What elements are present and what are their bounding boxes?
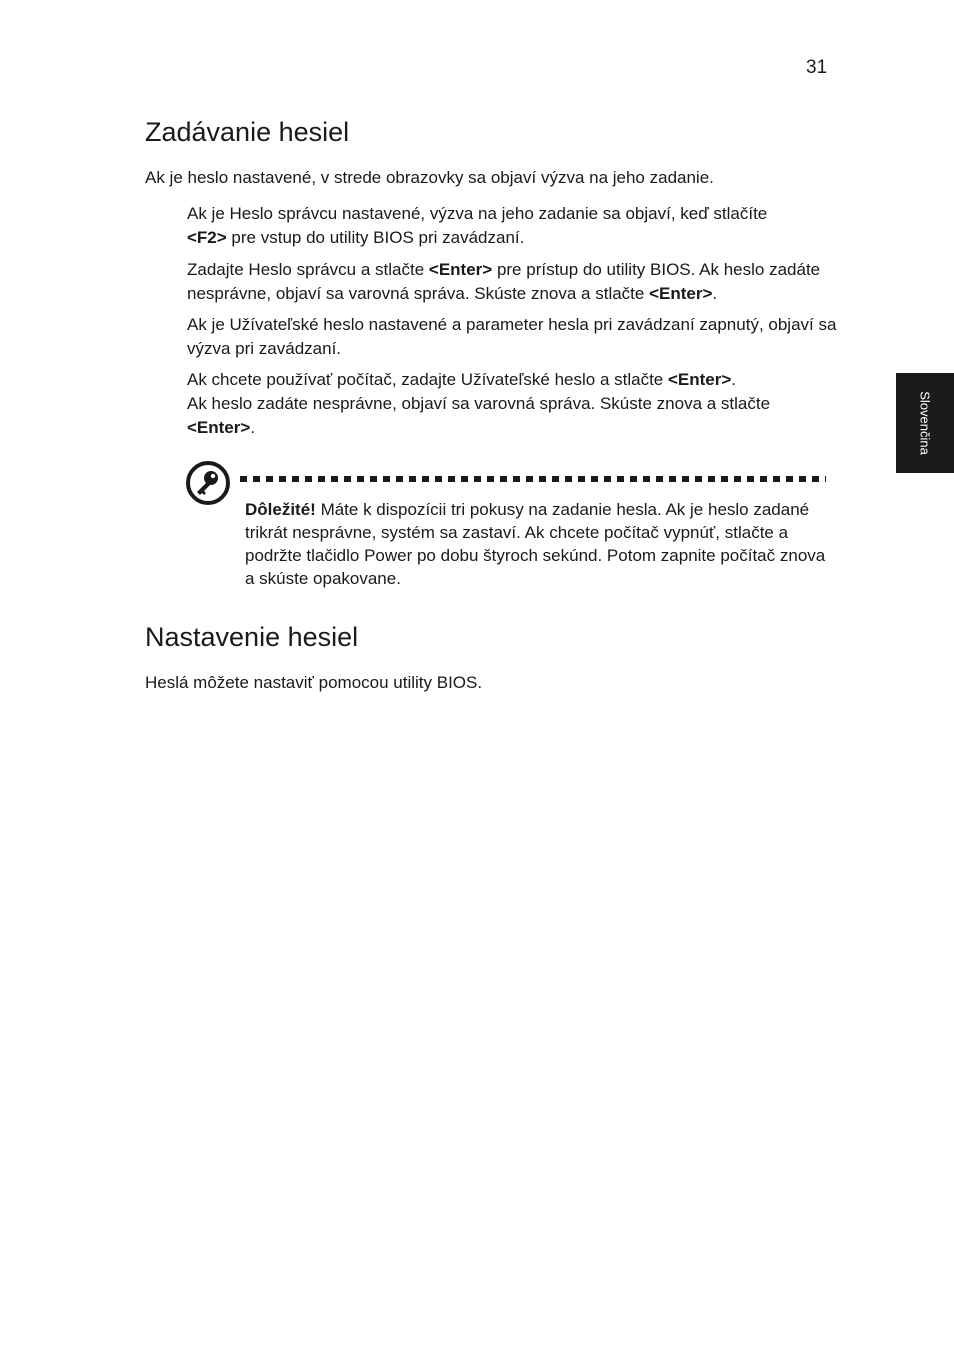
p1-line1: Ak je Heslo správcu nastavené, výzva na jeho zadanie sa objaví, keď stlačíte (187, 204, 768, 223)
p2-end: . (712, 284, 718, 303)
paragraph-supervisor-password-prompt (187, 202, 837, 250)
section1-intro: Ak je heslo nastavené, v strede obrazovky sa objaví výzva na jeho zadanie. (145, 168, 714, 187)
section-title-setting-passwords: Nastavenie hesiel (145, 622, 359, 652)
paragraph-user-password-boot (187, 313, 837, 361)
p4-end2: . (250, 418, 256, 437)
language-side-tab (896, 373, 954, 473)
p2-part1: Zadajte Heslo správcu a stlačte (187, 260, 429, 279)
note-divider (240, 476, 826, 482)
important-note (245, 498, 830, 590)
section2-intro: Heslá môžete nastaviť pomocou utility BIOS. (145, 673, 483, 692)
p3-text: Ak je Užívateľské heslo nastavené a parameter hesla pri zavádzaní zapnutý, objaví sa výzva pri zavádzaní. (187, 315, 837, 358)
section-title-entering-passwords: Zadávanie hesiel (145, 117, 350, 147)
paragraph-enter-supervisor-password (187, 258, 837, 306)
p4-part2: Ak heslo zadáte nesprávne, objaví sa varovná správa. Skúste znova a stlačte (187, 394, 771, 413)
key-f2: <F2> (187, 228, 227, 247)
key-enter: <Enter> (667, 370, 732, 389)
p4-end1: . (731, 370, 737, 389)
key-in-circle-icon (185, 460, 231, 506)
key-enter: <Enter> (428, 260, 493, 279)
p1-rest: pre vstup do utility BIOS pri zavádzaní. (226, 228, 525, 247)
key-enter: <Enter> (649, 284, 713, 303)
important-note-text: Máte k dispozícii tri pokusy na zadanie hesla. Ak je heslo zadané trikrát nesprávne, systém sa zastaví. Ak chcete počítač vypnúť, stlačte a podržte tlačidlo Power po dobu štyroch sekúnd. Potom zapnite počítač znova a skúste opakovane. (245, 500, 826, 588)
language-side-tab-label: Slovenčina (917, 391, 933, 455)
important-label: Dôležité! (245, 500, 316, 519)
key-enter: <Enter> (187, 418, 251, 437)
page-number: 31 (806, 57, 828, 78)
paragraph-enter-user-password (187, 368, 837, 440)
p4-part1: Ak chcete používať počítač, zadajte Užívateľské heslo a stlačte (187, 370, 668, 389)
p2-part2: pre prístup do utility BIOS. Ak heslo zadáte nesprávne, objaví sa varovná správa. Skúste znova a stlačte (187, 260, 821, 303)
